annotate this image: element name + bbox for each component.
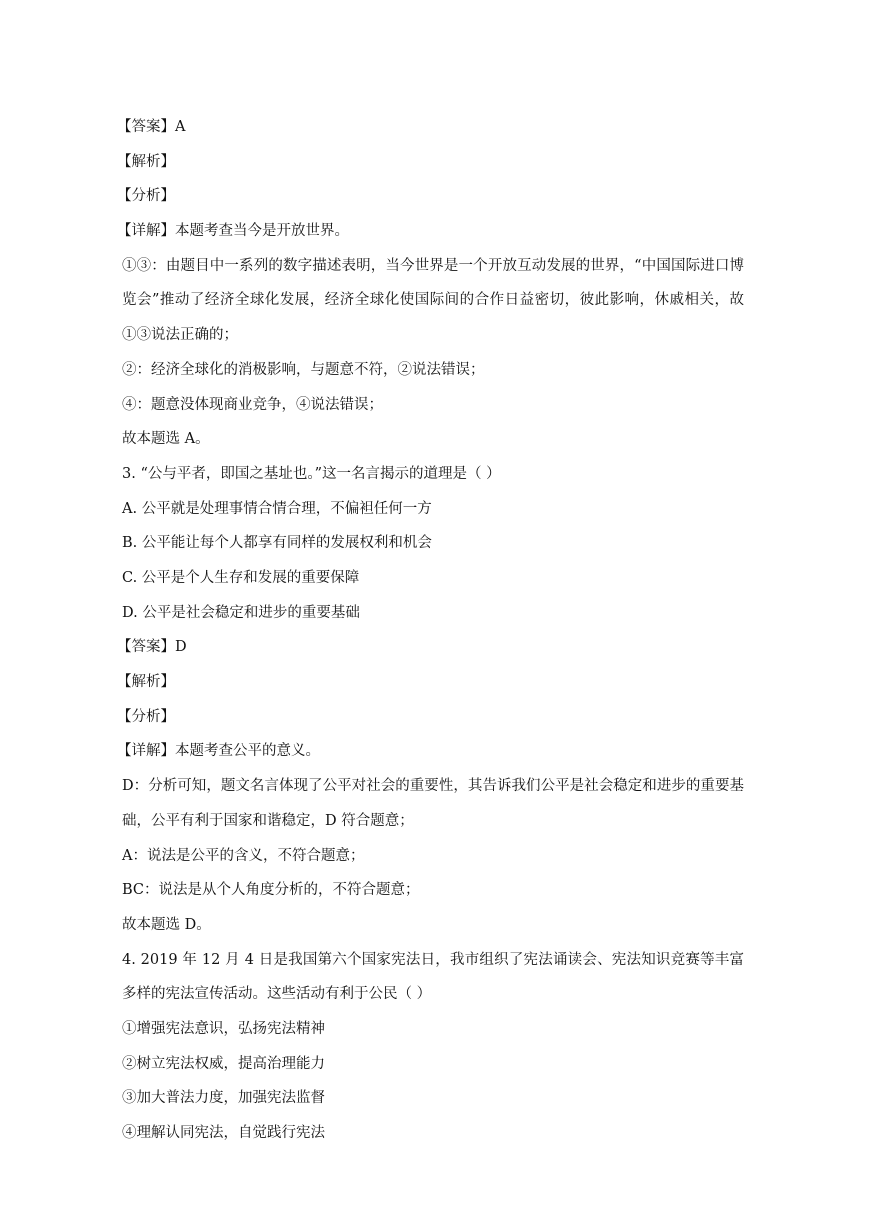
q3-conclusion: 故本题选 D。 [122,916,211,933]
q3-stem: 3. “公与平者，即国之基址也。”这一名言揭示的道理是（ ） [122,465,501,482]
q3-option-b: B. 公平能让每个人都享有同样的发展权利和机会 [122,535,432,552]
q3-analysis-heading: 【解析】 [117,674,175,691]
q3-explanation-a: A：说法是公平的含义，不符合题意； [122,847,365,864]
q3-answer: 【答案】D [117,639,187,656]
q3-breakdown-heading: 【分析】 [117,708,175,725]
q4-item-3: ③加大普法力度，加强宪法监督 [122,1090,325,1107]
q2-explanation-13: ①③：由题目中一系列的数字描述表明，当今世界是一个开放互动发展的世界，“中国国际进口博览会”推动了经济全球化发展，经济全球化使国际间的合作日益密切，彼此影响，休戚相关，故①③说法正确的； [122,257,744,344]
q4-stem: 4. 2019 年 12 月 4 日是我国第六个国家宪法日，我市组织了宪法诵读会、宪法知识竞赛等丰富多样的宪法宣传活动。这些活动有利于公民（ ） [122,951,744,1003]
q2-answer: 【答案】A [117,119,186,135]
q4-item-2: ②树立宪法权威，提高治理能力 [122,1055,325,1072]
q4-item-4: ④理解认同宪法，自觉践行宪法 [122,1125,325,1142]
document-content [117,110,744,1151]
q2-explanation-2: ②：经济全球化的消极影响，与题意不符，②说法错误； [122,361,485,378]
q3-option-a: A. 公平就是处理事情合情合理，不偏袒任何一方 [122,500,432,517]
q3-explanation-bc: BC：说法是从个人角度分析的，不符合题意； [122,882,420,899]
q3-option-d: D. 公平是社会稳定和进步的重要基础 [122,604,360,621]
q3-explanation-d: D：分析可知，题文名言体现了公平对社会的重要性，其告诉我们公平是社会稳定和进步的重要基础，公平有利于国家和谐稳定，D 符合题意； [122,778,744,829]
q4-item-1: ①增强宪法意识，弘扬宪法精神 [122,1020,325,1037]
q2-detail: 【详解】本题考查当今是开放世界。 [117,223,349,240]
q2-breakdown-heading: 【分析】 [117,188,175,205]
q3-option-c: C. 公平是个人生存和发展的重要保障 [122,569,360,586]
q2-conclusion: 故本题选 A。 [122,431,210,448]
q2-explanation-4: ④：题意没体现商业竞争，④说法错误； [122,396,383,413]
q3-detail: 【详解】本题考查公平的意义。 [117,743,320,760]
q2-analysis-heading: 【解析】 [117,153,175,170]
